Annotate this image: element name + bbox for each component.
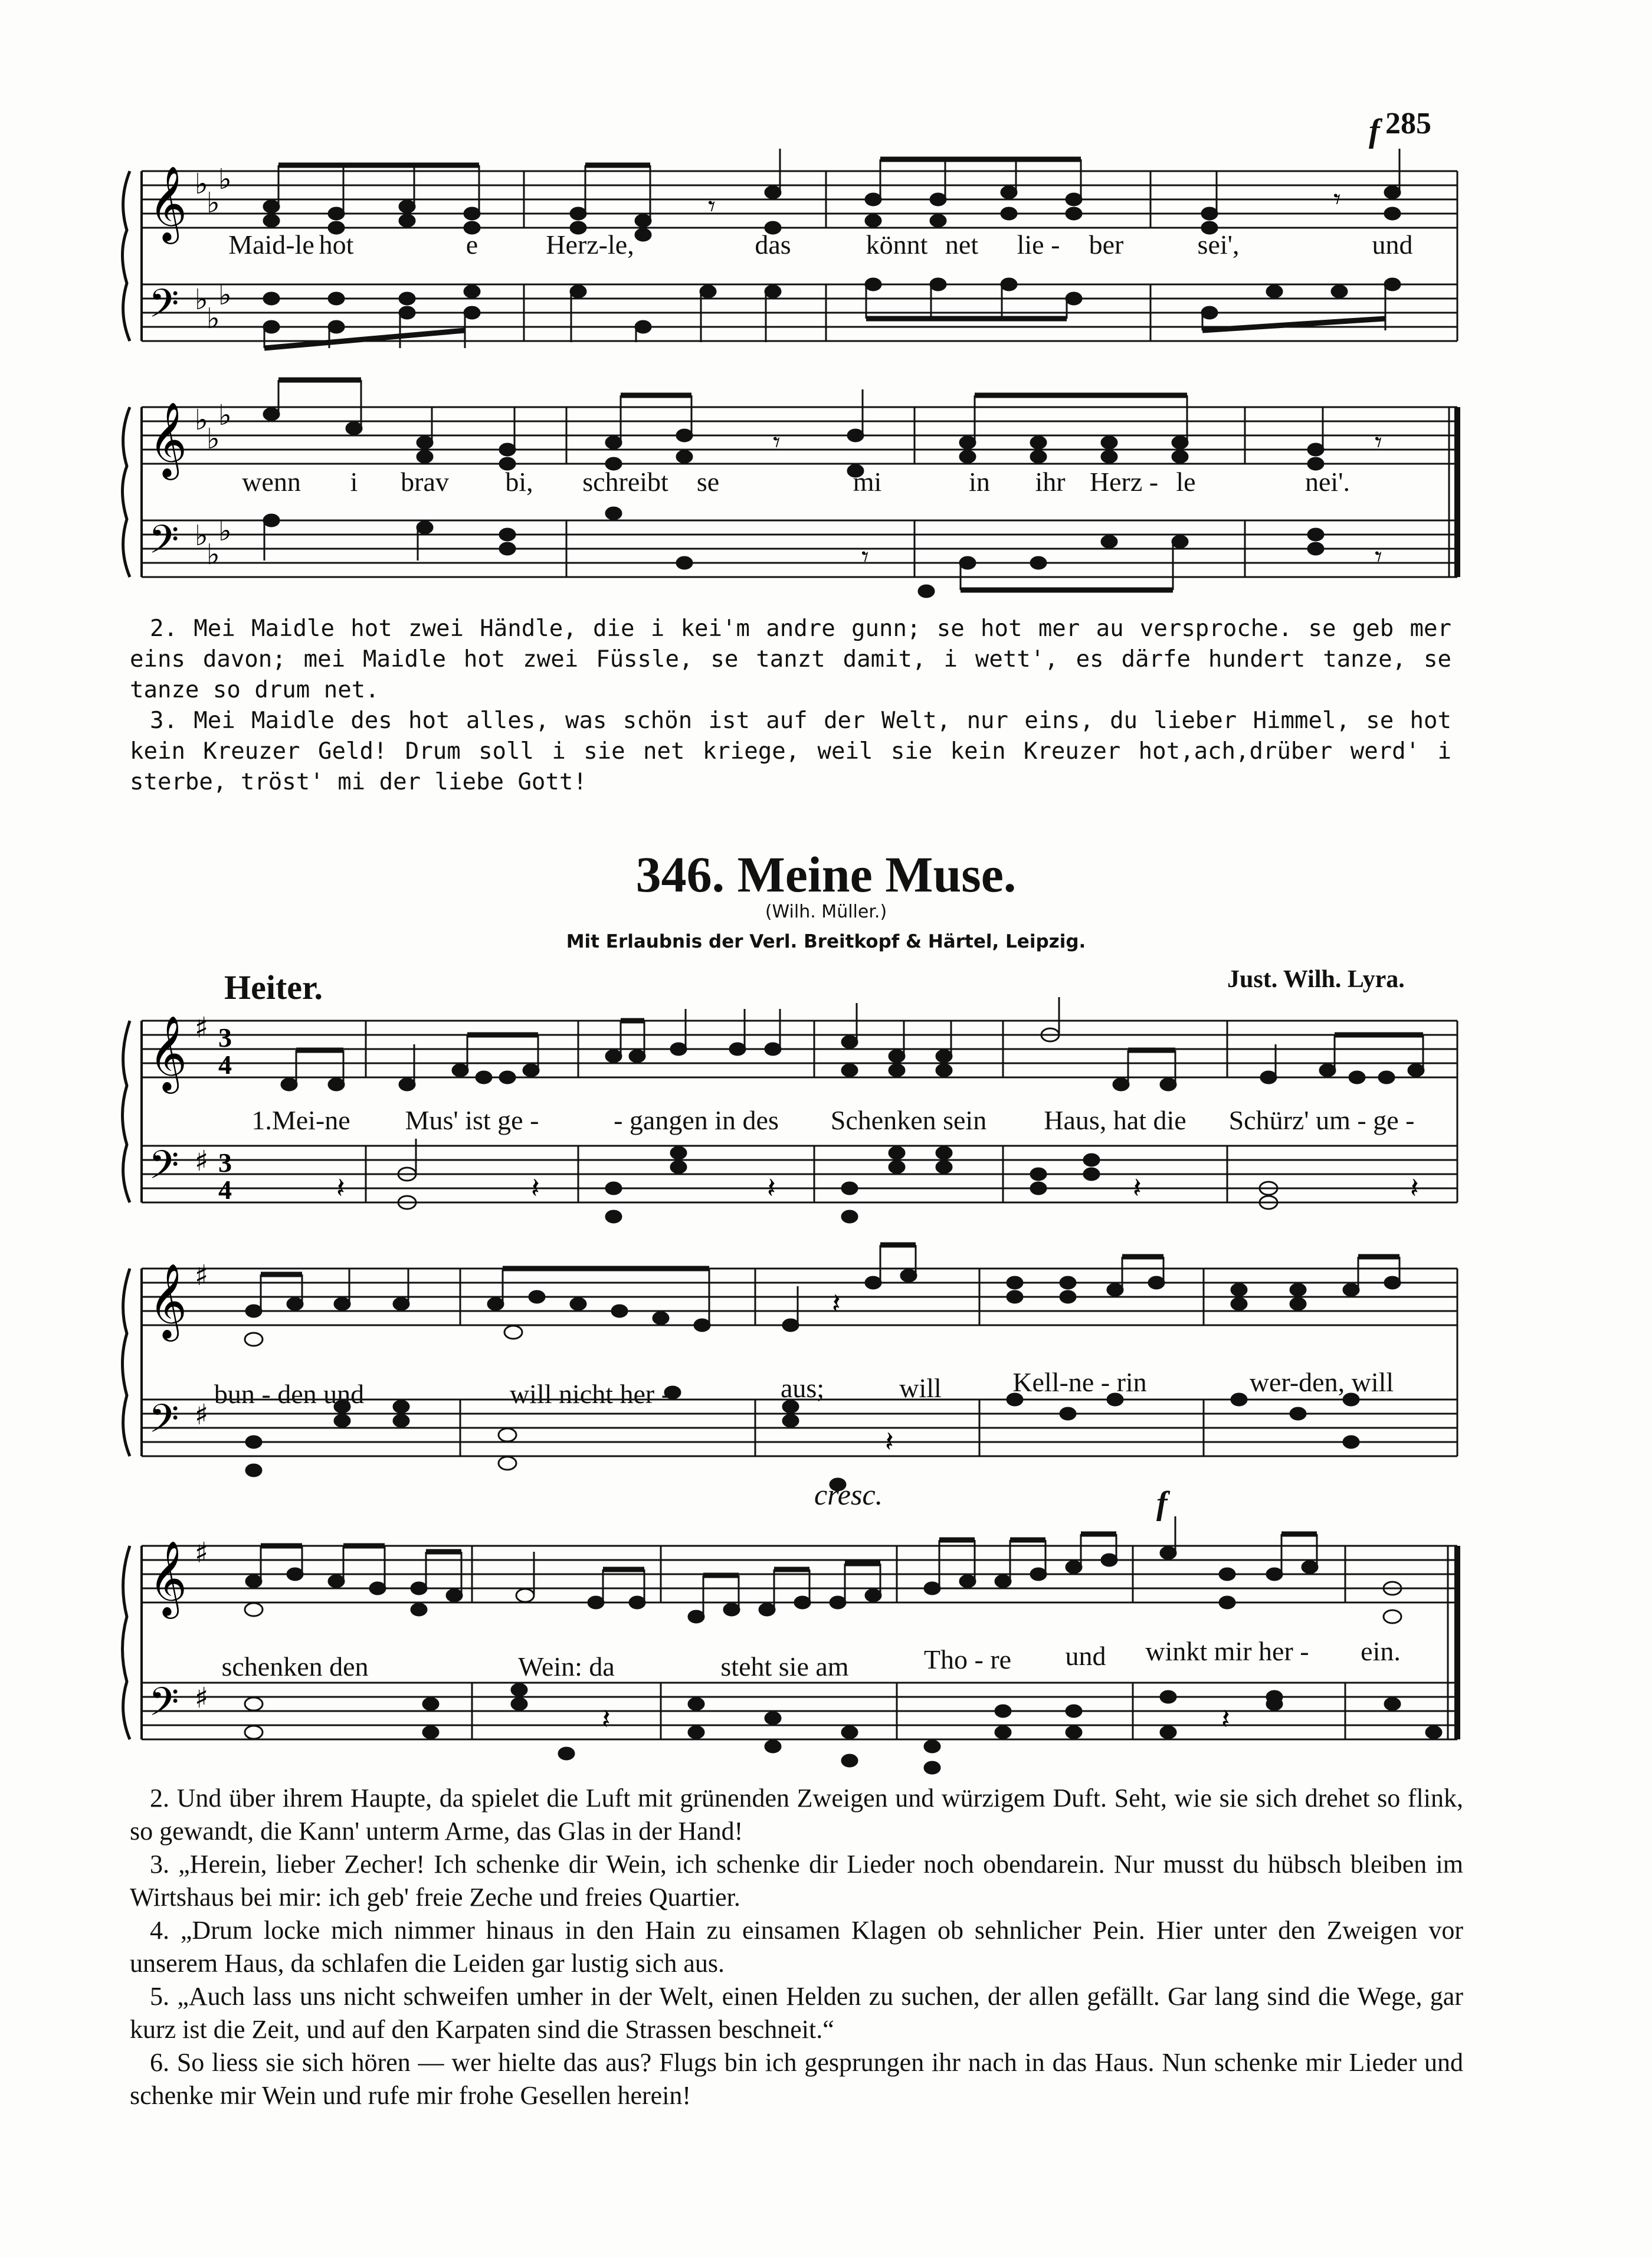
lyric: winkt mir her -: [1145, 1636, 1309, 1666]
svg-text:4: 4: [218, 1050, 232, 1080]
lyric: 1.Mei-ne: [251, 1105, 350, 1135]
lyric: Herz -: [1089, 467, 1159, 497]
svg-text:𝄾: 𝄾: [1375, 426, 1382, 459]
lyric: ihr: [1035, 467, 1066, 497]
svg-text:♭: ♭: [218, 399, 232, 432]
svg-text:♭: ♭: [206, 422, 220, 455]
tempo-marking: Heiter.: [224, 968, 323, 1007]
svg-text:𝄢: 𝄢: [149, 1679, 179, 1734]
svg-text:♭: ♭: [206, 186, 220, 219]
lyric: aus;: [780, 1373, 825, 1403]
lyric: ber: [1089, 230, 1124, 260]
lyric: bi,: [505, 467, 533, 497]
svg-text:♭: ♭: [206, 302, 220, 335]
svg-text:𝄞: 𝄞: [149, 1015, 188, 1090]
svg-text:𝄞: 𝄞: [149, 1540, 188, 1615]
lyric: Schürz' um - ge -: [1228, 1105, 1415, 1135]
svg-text:𝄽: 𝄽: [1221, 1703, 1230, 1736]
svg-text:𝄽: 𝄽: [767, 1172, 776, 1205]
lyric: brav: [401, 467, 449, 497]
lyric: i: [350, 467, 358, 497]
svg-text:𝄢: 𝄢: [149, 1142, 179, 1197]
lyric: sei',: [1197, 230, 1240, 260]
svg-text:𝄾: 𝄾: [708, 190, 716, 223]
lyric: schenken den: [221, 1651, 369, 1682]
lyric: - gangen in des: [614, 1105, 779, 1135]
svg-text:𝄽: 𝄽: [602, 1703, 611, 1736]
poet-credit: (Wilh. Müller.): [765, 902, 887, 922]
svg-text:♭: ♭: [195, 168, 208, 201]
svg-text:♯: ♯: [195, 1011, 209, 1044]
lyric: könnt: [866, 230, 928, 260]
svg-text:𝄽: 𝄽: [1133, 1172, 1142, 1205]
lyric: wer-den, will: [1249, 1367, 1394, 1397]
svg-text:𝄽: 𝄽: [1410, 1172, 1419, 1205]
lyric: das: [755, 230, 791, 260]
grand-staff-4: [94, 1245, 1463, 1481]
svg-text:𝄾: 𝄾: [861, 540, 869, 573]
lyric: e: [466, 230, 478, 260]
svg-text:♯: ♯: [195, 1259, 209, 1292]
lyric: Wein: da: [518, 1651, 615, 1682]
svg-text:3: 3: [218, 1023, 232, 1053]
verse-3: 3. Mei Maidle des hot alles, was schön ist auf der Welt, nur eins, du lieber Himmel, se hot kein Kreuzer Geld! Drum soll i sie net kriege, weil sie kein Kreuzer hot,ach,drüber werd' i sterbe, tröst' mi der liebe Gott!: [130, 707, 1451, 795]
verse-2: 2. Und über ihrem Haupte, da spielet die Luft mit grünenden Zweigen und würzigem Duft. Seht, wie sie sich drehet so flink, so gewandt, die Kann' unterm Arme, das Glas in der Hand!: [130, 1784, 1463, 1846]
svg-text:𝄽: 𝄽: [531, 1172, 540, 1205]
score-system-4: [94, 1245, 1463, 1481]
lyric: will nicht her -: [509, 1379, 671, 1409]
svg-text:♭: ♭: [218, 163, 232, 196]
svg-text:♯: ♯: [195, 1536, 209, 1569]
lyric: se: [696, 467, 720, 497]
lyric: bun - den und: [214, 1379, 365, 1409]
svg-text:𝄾: 𝄾: [1333, 183, 1341, 216]
lyric: le: [1176, 467, 1196, 497]
lyric: und: [1065, 1641, 1106, 1671]
svg-text:𝄢: 𝄢: [149, 1396, 179, 1451]
crescendo-mark: cresc.: [814, 1478, 883, 1511]
svg-text:𝄞: 𝄞: [149, 1263, 188, 1338]
lyric: in: [969, 467, 990, 497]
svg-text:𝄾: 𝄾: [773, 426, 781, 459]
lyric: ein.: [1361, 1636, 1401, 1666]
lyric: lie -: [1017, 230, 1060, 260]
lyric: Schenken sein: [830, 1105, 987, 1135]
composer-credit: Just. Wilh. Lyra.: [1227, 966, 1405, 993]
verse-2: 2. Mei Maidle hot zwei Händle, die i kei'm andre gunn; se hot mer au versproche. se geb mer eins davon; mei Maidle hot zwei Füssle, se tanzt damit, i wett', es därfe hundert tanze, se tanze so drum net.: [130, 615, 1451, 703]
svg-text:♯: ♯: [195, 1682, 209, 1715]
lyric: wenn: [242, 467, 301, 497]
svg-text:𝄢: 𝄢: [149, 517, 179, 572]
lyric: schreibt: [582, 467, 668, 497]
dynamic-forte: f: [1156, 1485, 1168, 1522]
svg-text:𝄢: 𝄢: [149, 281, 179, 336]
lyric: Herz-le,: [546, 230, 634, 260]
svg-text:♭: ♭: [195, 519, 208, 552]
lyric: Tho - re: [923, 1644, 1012, 1674]
svg-text:♯: ♯: [195, 1145, 209, 1178]
lyric: Mus' ist ge -: [405, 1105, 539, 1135]
song-verses: [130, 1782, 1463, 2112]
svg-text:♭: ♭: [218, 278, 232, 312]
lyric: nei'.: [1305, 467, 1350, 497]
svg-text:𝄞: 𝄞: [149, 401, 188, 477]
previous-song-verses: [130, 614, 1451, 798]
permission-note: Mit Erlaubnis der Verl. Breitkopf & Härtel, Leipzig.: [566, 931, 1086, 952]
svg-text:𝄾: 𝄾: [1375, 540, 1382, 573]
verse-4: 4. „Drum locke mich nimmer hinaus in den Hain zu einsamen Klagen ob sehnlicher Pein. Hier unter den Zweigen vor unserem Haus, da schlafen die Leiden gar lustig sich aus.: [130, 1916, 1463, 1978]
lyric: Kell-ne - rin: [1012, 1367, 1147, 1397]
lyric: Maid-le: [228, 230, 314, 260]
svg-text:4: 4: [218, 1175, 232, 1205]
svg-text:𝄽: 𝄽: [832, 1287, 841, 1320]
verse-6: 6. So liess sie sich hören — wer hielte das aus? Flugs bin ich gesprungen ihr nach in das Haus. Nun schenke mir Lieder und schenke mir Wein und rufe mir frohe Gesellen herein!: [130, 2048, 1463, 2110]
lyric: hot: [319, 230, 354, 260]
lyric: will: [899, 1373, 942, 1403]
lyric: mi: [853, 467, 882, 497]
svg-text:♭: ♭: [218, 514, 232, 548]
svg-text:3: 3: [218, 1148, 232, 1178]
verse-5: 5. „Auch lass uns nicht schweifen umher in der Welt, einen Helden zu suchen, der allen gefällt. Gar lang sind die Wege, gar kurz ist die Zeit, und auf den Karpaten sind die Strassen beschneit.“: [130, 1982, 1463, 2044]
svg-text:♭: ♭: [195, 283, 208, 316]
svg-text:♯: ♯: [195, 1398, 209, 1431]
lyric: Haus, hat die: [1044, 1105, 1186, 1135]
svg-text:𝄞: 𝄞: [149, 165, 188, 241]
dynamic-forte: f: [1369, 113, 1380, 149]
verse-3: 3. „Herein, lieber Zecher! Ich schenke dir Wein, ich schenke dir Lieder noch obendarein. Nur musst du hübsch bleiben im Wirtshaus bei mir: ich geb' freie Zeche und freies Quartier.: [130, 1850, 1463, 1912]
page-number: 285: [1385, 107, 1431, 140]
svg-text:♭: ♭: [206, 538, 220, 571]
song-title: 346. Meine Muse.: [635, 846, 1017, 903]
lyric: und: [1372, 230, 1413, 260]
svg-text:𝄽: 𝄽: [336, 1172, 345, 1205]
lyric: steht sie am: [720, 1651, 849, 1682]
lyric: net: [945, 230, 979, 260]
svg-text:𝄽: 𝄽: [885, 1425, 894, 1459]
svg-text:♭: ♭: [195, 404, 208, 437]
